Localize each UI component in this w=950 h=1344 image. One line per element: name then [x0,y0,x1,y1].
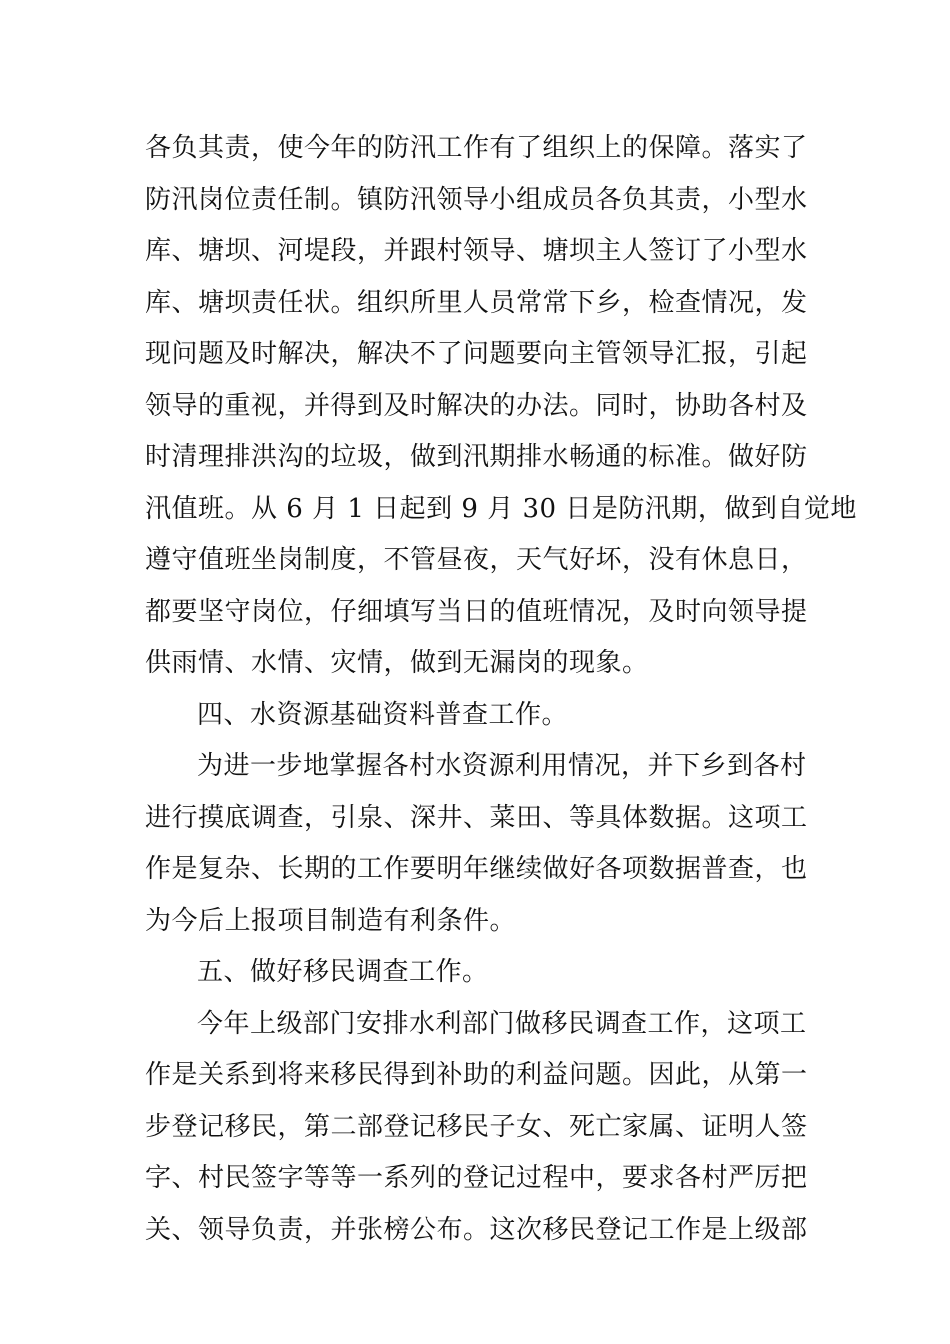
text-line: 字、村民签字等等一系列的登记过程中，要求各村严厉把 [145,1163,808,1193]
text-line: 汛值班。从 6 月 1 日起到 9 月 30 日是防汛期，做到自觉地 [145,493,857,524]
text-line: 进行摸底调查，引泉、深井、菜田、等具体数据。这项工 [145,802,808,833]
text-line: 库、塘坝责任状。组织所里人员常常下乡，检查情况，发 [145,287,808,318]
text-line: 库、塘坝、河堤段，并跟村领导、塘坝主人签订了小型水 [145,236,808,266]
document-body [145,123,857,1256]
text-line: 为今后上报项目制造有利条件。 [145,905,517,936]
text-line: 现问题及时解决，解决不了问题要向主管领导汇报，引起 [145,339,808,369]
text-line: 关、领导负责，并张榜公布。这次移民登记工作是上级部 [145,1214,808,1245]
paragraph-first-line: 为进一步地掌握各村水资源利用情况，并下乡到各村 [197,751,807,781]
text-line: 时清理排洪沟的垃圾，做到汛期排水畅通的标准。做好防 [145,442,808,472]
text-line: 遵守值班坐岗制度，不管昼夜，天气好坏，没有休息日， [145,545,808,575]
text-line: 领导的重视，并得到及时解决的办法。同时，协助各村及 [145,390,808,421]
text-line: 供雨情、水情、灾情，做到无漏岗的现象。 [145,648,649,678]
section-heading: 四、水资源基础资料普查工作。 [197,699,569,730]
text-line: 步登记移民，第二部登记移民子女、死亡家属、证明人签 [145,1111,808,1142]
paragraph-first-line: 今年上级部门安排水利部门做移民调查工作，这项工 [197,1008,807,1039]
text-line: 各负其责，使今年的防汛工作有了组织上的保障。落实了 [145,133,808,163]
section-heading: 五、做好移民调查工作。 [197,957,489,987]
text-line: 作是关系到将来移民得到补助的利益问题。因此，从第一 [145,1060,808,1090]
text-line: 作是复杂、长期的工作要明年继续做好各项数据普查，也 [145,854,808,884]
text-line: 都要坚守岗位，仔细填写当日的值班情况，及时向领导提 [145,596,808,627]
text-line: 防汛岗位责任制。镇防汛领导小组成员各负其责，小型水 [145,184,808,215]
